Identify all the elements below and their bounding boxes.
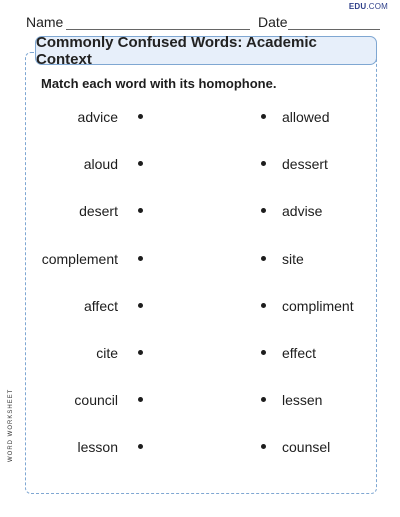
left-word: lesson	[77, 439, 118, 456]
right-word: effect	[282, 345, 316, 361]
instructions: Match each word with its homophone.	[41, 76, 277, 91]
right-match-dot[interactable]	[261, 303, 266, 308]
right-word: site	[282, 250, 304, 267]
right-match-dot[interactable]	[261, 397, 266, 402]
brand-logo	[349, 2, 388, 11]
left-match-dot[interactable]	[138, 303, 143, 308]
right-match-dot[interactable]	[261, 444, 266, 449]
left-match-dot[interactable]	[138, 444, 143, 449]
worksheet-title: Commonly Confused Words: Academic Context	[35, 36, 377, 65]
left-match-dot[interactable]	[138, 208, 143, 213]
right-match-dot[interactable]	[261, 208, 266, 213]
left-word: cite	[96, 345, 118, 361]
right-word: lessen	[282, 392, 323, 409]
brand-suffix: .COM	[366, 2, 388, 11]
match-row	[0, 107, 400, 127]
left-word: desert	[79, 203, 118, 220]
right-match-dot[interactable]	[261, 161, 266, 166]
match-row	[0, 249, 400, 269]
match-row	[0, 296, 400, 316]
right-match-dot[interactable]	[261, 350, 266, 355]
left-word: council	[74, 392, 118, 409]
right-word: compliment	[282, 297, 354, 314]
name-label: Name	[26, 14, 64, 30]
left-match-dot[interactable]	[138, 114, 143, 119]
side-label: WORD WORKSHEET	[8, 388, 14, 462]
right-word: counsel	[282, 439, 331, 456]
left-match-dot[interactable]	[138, 397, 143, 402]
match-row	[0, 437, 400, 457]
left-word: complement	[41, 250, 118, 267]
left-match-dot[interactable]	[138, 350, 143, 355]
match-row	[0, 201, 400, 221]
right-match-dot[interactable]	[261, 114, 266, 119]
right-match-dot[interactable]	[261, 256, 266, 261]
left-match-dot[interactable]	[138, 256, 143, 261]
left-word: advice	[77, 109, 118, 125]
date-label: Date	[258, 14, 288, 30]
left-word: aloud	[83, 156, 118, 173]
name-line	[66, 29, 250, 30]
brand-main: EDU	[348, 2, 367, 11]
right-word: advise	[282, 203, 323, 220]
left-match-dot[interactable]	[138, 161, 143, 166]
right-word: allowed	[282, 109, 330, 125]
right-word: dessert	[282, 156, 328, 173]
date-line	[288, 29, 380, 30]
match-row	[0, 390, 400, 410]
match-row	[0, 154, 400, 174]
left-word: affect	[84, 297, 118, 314]
match-row	[0, 343, 400, 363]
